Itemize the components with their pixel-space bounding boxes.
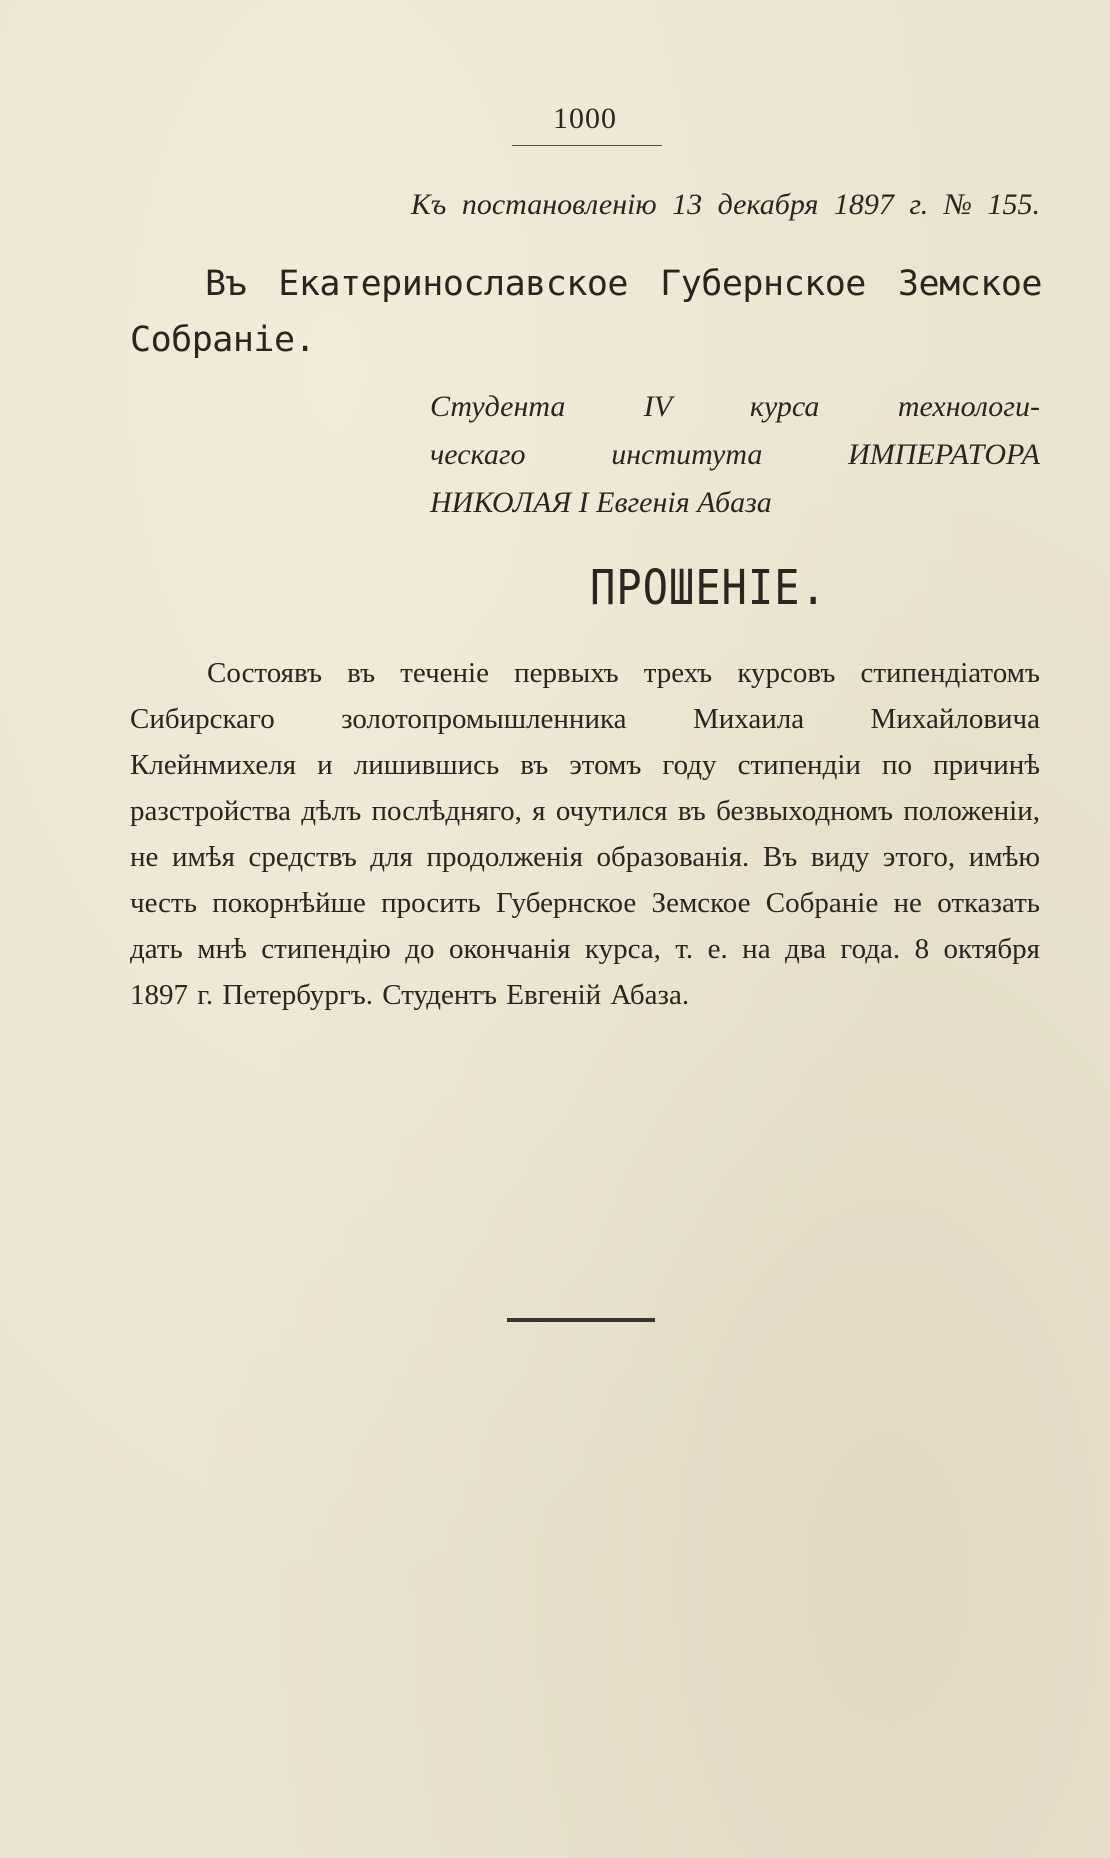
sender-line-3: НИКОЛАЯ I Евгенія Абаза (430, 486, 772, 519)
page-number-rule (512, 145, 662, 146)
addressee-heading: Въ Екатеринославское Губернское Земское Собраніе. (130, 264, 1042, 360)
petition-title: ПРОШЕНІЕ. (590, 560, 827, 616)
closing-rule (507, 1318, 655, 1322)
resolution-reference: Къ постановленію 13 декабря 1897 г. № 155. (410, 188, 1040, 221)
petition-body: Состоявъ въ теченіе первыхъ трехъ курсовъ стипендіатомъ Сибирскаго золотопромышленника Михаила Михайловича Клейнмихеля и лишившись въ этомъ году стипендіи по причинѣ разстройства дѣлъ послѣдняго, я очутился въ безвыходномъ положеніи, не имѣя средствъ для продолженія образованія. Въ виду этого, имѣю честь покорнѣйше просить Губернское Земское Собраніе не отказать дать мнѣ стипендію до окончанія курса, т. е. на два года. 8 октября 1897 г. Петербургъ. Студентъ Евгеній Абаза. (130, 657, 1040, 1011)
sender-line-2: ческаго института ИМПЕРАТОРА (430, 438, 1040, 471)
page-number: 1000 (553, 102, 617, 135)
sender-line-1: Студента IV курса технологи- (430, 390, 1040, 423)
sender-block (430, 383, 1040, 527)
